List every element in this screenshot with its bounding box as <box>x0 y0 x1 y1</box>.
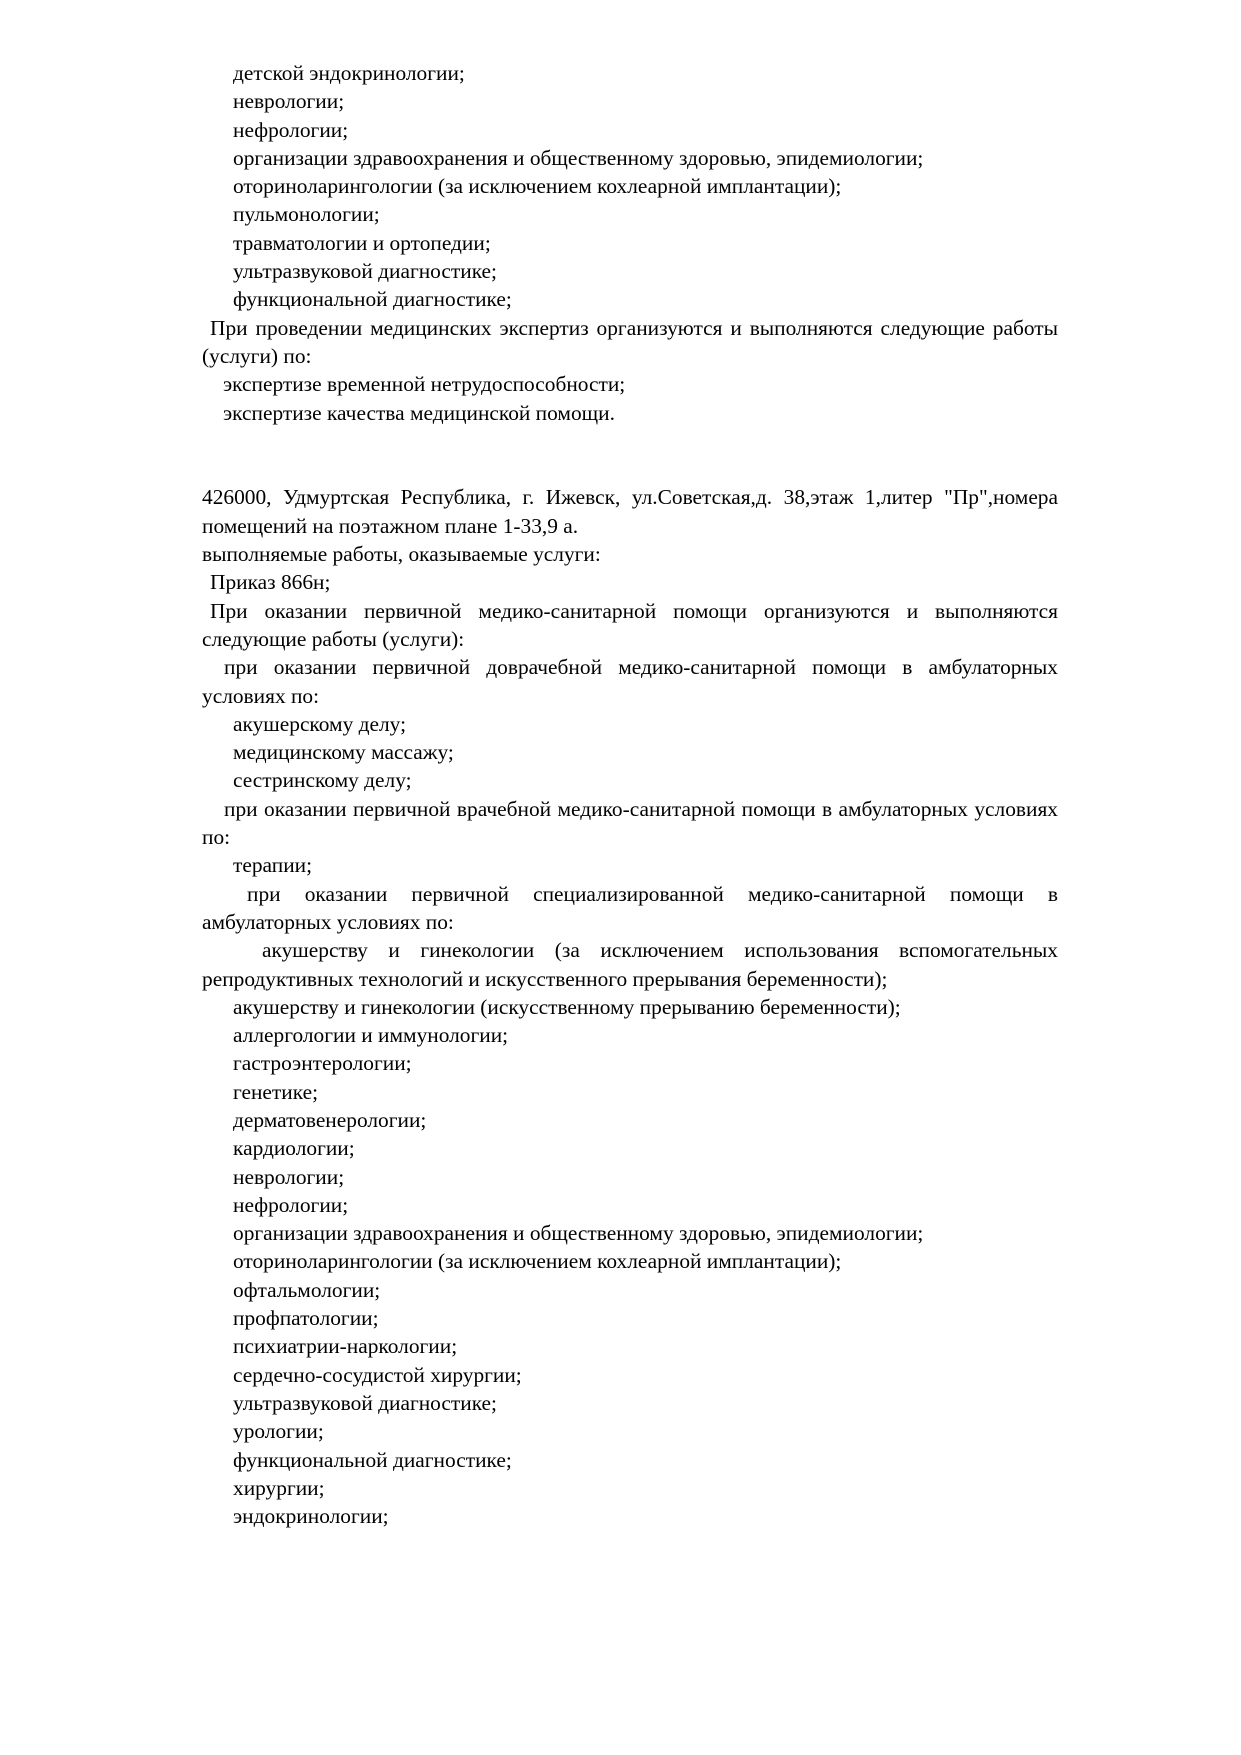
service-item: хирургии; <box>233 1475 325 1500</box>
expertise-item: экспертизе качества медицинской помощи. <box>223 400 615 425</box>
service-item: психиатрии-наркологии; <box>233 1334 458 1359</box>
service-item: сестринскому делу; <box>233 768 412 793</box>
service-item: профпатологии; <box>233 1306 379 1331</box>
service-item: акушерству и гинекологии (искусственному прерыванию беременности); <box>233 994 901 1019</box>
service-item: сердечно-сосудистой хирургии; <box>233 1362 522 1387</box>
service-item: акушерскому делу; <box>233 711 407 736</box>
service-item: аллергологии и иммунологии; <box>233 1023 509 1048</box>
paragraph-primary-care-intro: При оказании первичной медико-санитарной помощи организуются и выполняются следующие работы (услуги): <box>202 598 1058 651</box>
paragraph-expertise-intro: При проведении медицинских экспертиз организуются и выполняются следующие работы (услуги) по: <box>202 315 1058 368</box>
paragraph-subsection-intro: при оказании первичной доврачебной медико-санитарной помощи в амбулаторных условиях по: <box>202 655 1058 708</box>
service-item: оториноларингологии (за исключением кохлеарной имплантации); <box>233 1249 842 1274</box>
service-item: гастроэнтерологии; <box>233 1051 412 1076</box>
service-item: терапии; <box>233 853 313 878</box>
works-services-label: выполняемые работы, оказываемые услуги: <box>202 542 601 567</box>
service-item: пульмонологии; <box>233 202 380 227</box>
service-item: кардиологии; <box>233 1136 355 1161</box>
service-item: организации здравоохранения и общественному здоровью, эпидемиологии; <box>233 1221 924 1246</box>
service-item: ультразвуковой диагностике; <box>233 1390 497 1415</box>
service-item: дерматовенерологии; <box>233 1107 427 1132</box>
service-item: неврологии; <box>233 1164 345 1189</box>
service-item: медицинскому массажу; <box>233 740 454 765</box>
license-text-block <box>202 59 1058 1530</box>
order-number: Приказ 866н; <box>210 570 331 595</box>
service-item: урологии; <box>233 1419 324 1444</box>
service-item: ультразвуковой диагностике; <box>233 259 497 284</box>
service-item: акушерству и гинекологии (за исключением использования вспомогательных репродуктивных технологий и искусственного прерывания беременности); <box>202 938 1058 991</box>
service-item: офтальмологии; <box>233 1277 381 1302</box>
service-item: функциональной диагностике; <box>233 287 512 312</box>
service-item: нефрологии; <box>233 1192 349 1217</box>
service-item: организации здравоохранения и общественному здоровью, эпидемиологии; <box>233 145 924 170</box>
service-item: детской эндокринологии; <box>233 61 465 85</box>
paragraph-subsection-intro: при оказании первичной специализированной медико-санитарной помощи в амбулаторных условиях по: <box>202 881 1058 934</box>
service-item: травматологии и ортопедии; <box>233 230 491 255</box>
paragraph-subsection-intro: при оказании первичной врачебной медико-санитарной помощи в амбулаторных условиях по: <box>202 796 1058 850</box>
service-item: нефрологии; <box>233 117 349 142</box>
service-item: оториноларингологии (за исключением кохлеарной имплантации); <box>233 174 842 199</box>
expertise-item: экспертизе временной нетрудоспособности; <box>223 372 626 397</box>
service-item: генетике; <box>233 1079 319 1104</box>
address-line: 426000, Удмуртская Республика, г. Ижевск, ул.Советская,д. 38,этаж 1,литер "Пр",номера помещений на поэтажном плане 1-33,9 а. <box>202 485 1058 538</box>
service-item: эндокринологии; <box>233 1504 389 1529</box>
service-item: неврологии; <box>233 89 345 114</box>
service-item: функциональной диагностике; <box>233 1447 512 1472</box>
